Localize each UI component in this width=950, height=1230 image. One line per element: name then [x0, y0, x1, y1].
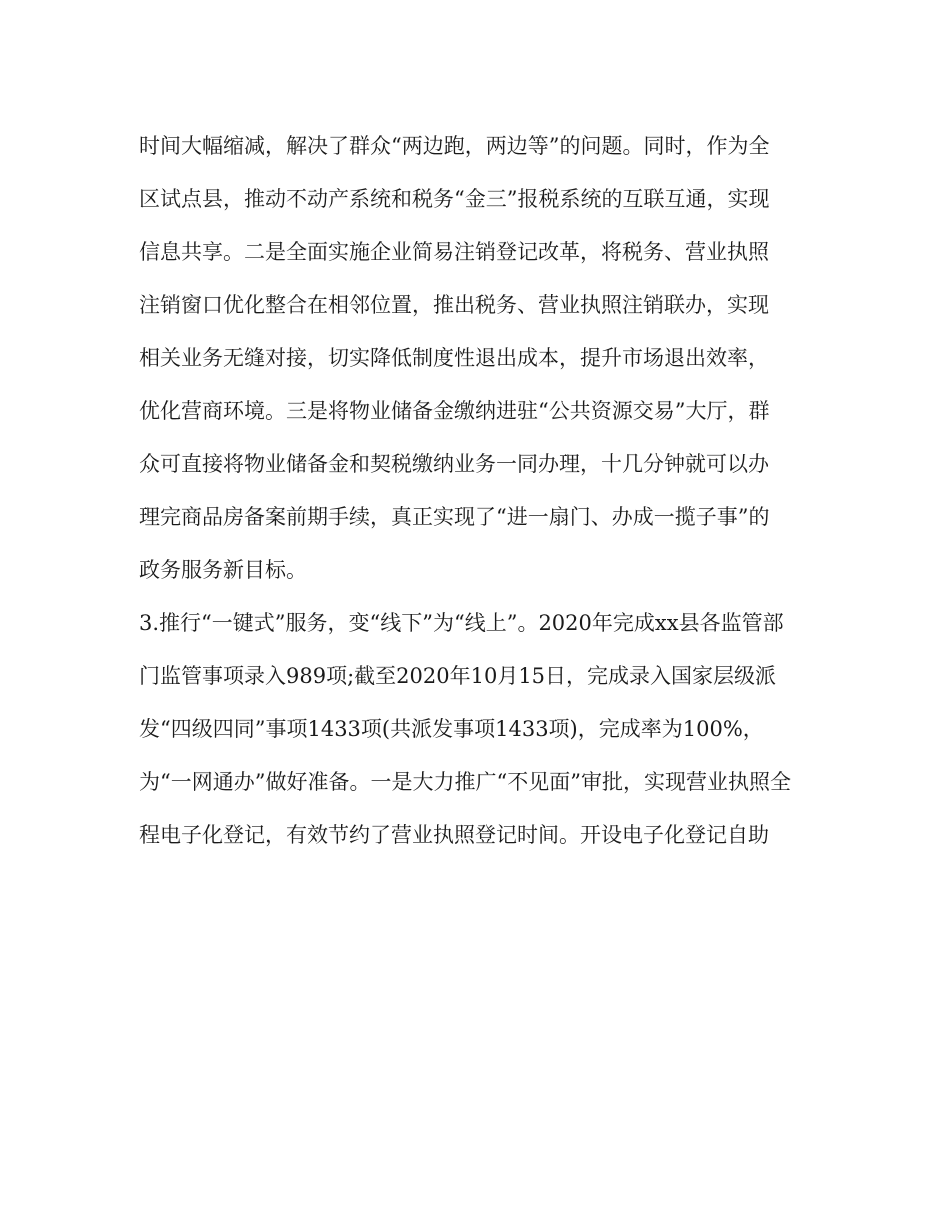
text-line: 理完商品房备案前期手续，真正实现了“进一扇门、办成一揽子事”的 [139, 505, 770, 529]
text-line: 信息共享。二是全面实施企业简易注销登记改革，将税务、营业执照 [139, 240, 769, 264]
text-line: 优化营商环境。三是将物业储备金缴纳进驻“公共资源交易”大厅，群 [139, 399, 770, 423]
text-line: 门监管事项录入989项;截至2020年10月15日，完成录入国家层级派 [139, 664, 777, 688]
text-line: 注销窗口优化整合在相邻位置，推出税务、营业执照注销联办，实现 [139, 293, 769, 317]
text-line: 政务服务新目标。 [139, 558, 307, 582]
body-text [139, 120, 819, 862]
text-line: 众可直接将物业储备金和契税缴纳业务一同办理，十几分钟就可以办 [139, 452, 769, 476]
text-line: 时间大幅缩减，解决了群众“两边跑，两边等”的问题。同时，作为全 [139, 134, 770, 158]
text-line: 为“一网通办”做好准备。一是大力推广“不见面”审批，实现营业执照全 [139, 770, 791, 794]
text-line: 3.推行“一键式”服务，变“线下”为“线上”。2020年完成xx县各监管部 [139, 611, 784, 635]
text-line: 程电子化登记，有效节约了营业执照登记时间。开设电子化登记自助 [139, 823, 769, 847]
text-line: 区试点县，推动不动产系统和税务“金三”报税系统的互联互通，实现 [139, 187, 770, 211]
text-line: 发“四级四同”事项1433项(共派发事项1433项)，完成率为100%， [139, 717, 764, 741]
text-line: 相关业务无缝对接，切实降低制度性退出成本，提升市场退出效率， [139, 346, 769, 370]
